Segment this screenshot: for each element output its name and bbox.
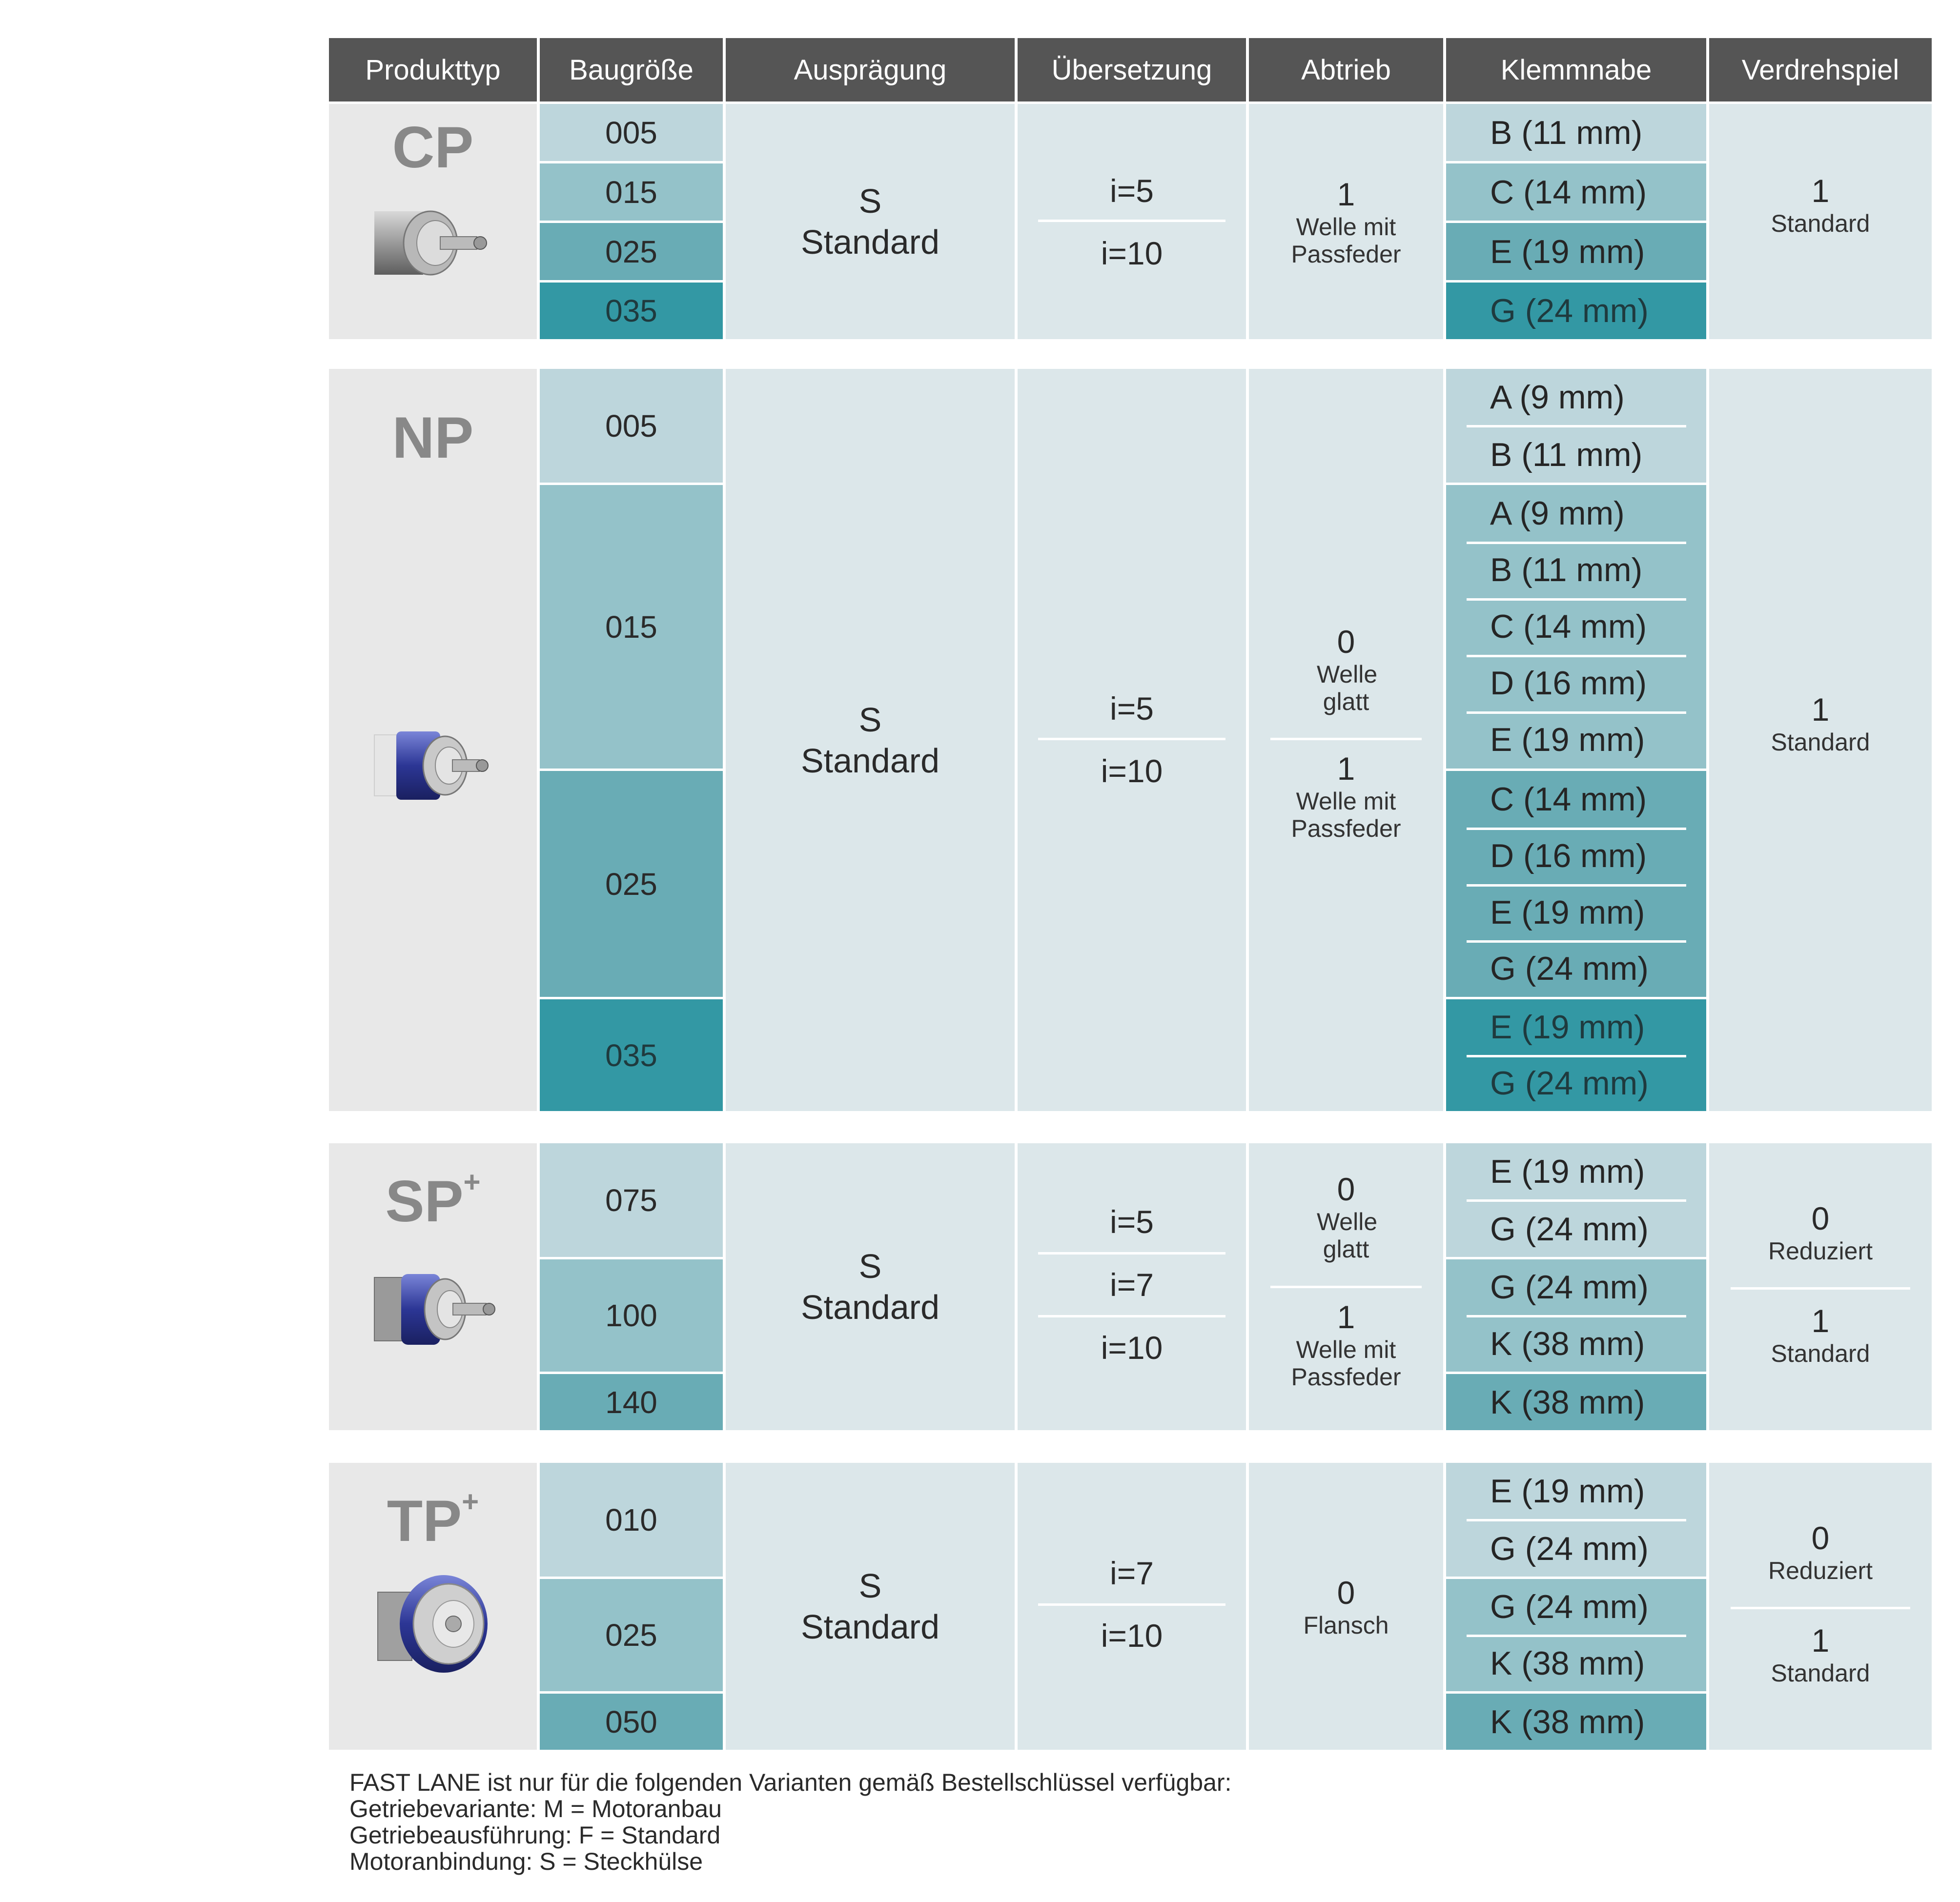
np-clamp-item: E (19 mm) xyxy=(1490,894,1645,931)
tp-clamp-group-025 xyxy=(1446,1579,1706,1691)
cp-size-015: 015 xyxy=(540,163,723,221)
sp-auspraegung-code: S xyxy=(858,1247,882,1285)
header-produkttyp: Produkttyp xyxy=(329,38,537,101)
sp-backlash-option-0 xyxy=(1709,1199,1932,1265)
np-ratio-divider xyxy=(1038,738,1225,740)
sp-clamp-item: G (24 mm) xyxy=(1490,1210,1649,1248)
sp-abtrieb-num-1: 1 xyxy=(1337,1299,1355,1335)
np-auspraegung-label: Standard xyxy=(800,741,940,780)
cp-product-cell xyxy=(329,104,537,339)
np-abtrieb-num-1: 1 xyxy=(1337,750,1355,787)
sp-abtrieb-option-0 xyxy=(1249,1170,1443,1263)
np-clamp-item: E (19 mm) xyxy=(1490,1009,1645,1046)
cp-backlash-num: 1 xyxy=(1811,173,1830,209)
np-clamp-item: D (16 mm) xyxy=(1490,665,1647,702)
sp-product-title: SP+ xyxy=(385,1166,481,1234)
tp-backlash-num-1: 1 xyxy=(1811,1622,1830,1659)
np-gearbox-image xyxy=(372,728,494,803)
sp-product-cell xyxy=(329,1143,537,1430)
cp-clamp-g: G (24 mm) xyxy=(1446,283,1706,339)
cp-abtrieb-cell xyxy=(1249,104,1443,339)
cp-ratio-5: i=5 xyxy=(1110,173,1154,209)
tp-backlash-option-1 xyxy=(1709,1621,1932,1687)
np-verdrehspiel-cell xyxy=(1709,369,1932,1111)
tp-ratio-7: i=7 xyxy=(1110,1555,1154,1591)
header-abtrieb: Abtrieb xyxy=(1249,38,1443,101)
tp-size-050: 050 xyxy=(540,1694,723,1750)
np-clamp-item: A (9 mm) xyxy=(1490,378,1625,416)
tp-backlash-label-1: Standard xyxy=(1771,1659,1870,1687)
np-clamp-item: E (19 mm) xyxy=(1490,721,1645,758)
tp-abtrieb-num: 0 xyxy=(1337,1575,1355,1611)
np-abtrieb-divider xyxy=(1270,738,1422,740)
cp-clamp-e: E (19 mm) xyxy=(1446,223,1706,280)
tp-auspraegung-label: Standard xyxy=(800,1608,940,1646)
footnote-line: Motoranbindung: S = Steckhülse xyxy=(349,1848,703,1875)
np-clamp-item: G (24 mm) xyxy=(1490,1065,1649,1102)
cp-abtrieb-label: Welle mit Passfeder xyxy=(1291,213,1401,268)
sp-ratio-7: i=7 xyxy=(1110,1267,1154,1303)
header-verdrehspiel: Verdrehspiel xyxy=(1709,38,1932,101)
tp-ratio-divider xyxy=(1038,1603,1225,1606)
tp-abtrieb-cell xyxy=(1249,1463,1443,1750)
sp-abtrieb-label-1: Welle mit Passfeder xyxy=(1291,1336,1401,1391)
np-abtrieb-option-0 xyxy=(1249,623,1443,715)
tp-clamp-item: G (24 mm) xyxy=(1490,1530,1649,1567)
sp-clamp-item: K (38 mm) xyxy=(1490,1325,1645,1362)
sp-ratio-divider xyxy=(1038,1315,1225,1317)
cp-abtrieb-num: 1 xyxy=(1337,176,1355,212)
np-clamp-group-025 xyxy=(1446,771,1706,997)
cp-verdrehspiel-cell xyxy=(1709,104,1932,339)
np-abtrieb-cell xyxy=(1249,369,1443,1111)
cp-size-035: 035 xyxy=(540,283,723,339)
sp-clamp-item: G (24 mm) xyxy=(1490,1269,1649,1306)
np-abtrieb-label-1: Welle mit Passfeder xyxy=(1291,788,1401,842)
sp-backlash-divider xyxy=(1731,1287,1910,1290)
np-product-cell xyxy=(329,369,537,1111)
tp-auspraegung-code: S xyxy=(858,1567,882,1605)
header-uebersetzung: Übersetzung xyxy=(1018,38,1246,101)
tp-backlash-label-0: Reduziert xyxy=(1768,1557,1873,1584)
sp-uebersetzung-cell xyxy=(1018,1143,1246,1430)
np-clamp-item: B (11 mm) xyxy=(1490,551,1643,588)
tp-clamp-item: E (19 mm) xyxy=(1490,1472,1645,1510)
sp-abtrieb-divider xyxy=(1270,1286,1422,1288)
cp-ratio-10: i=10 xyxy=(1101,235,1163,271)
cp-size-005: 005 xyxy=(540,104,723,161)
sp-backlash-option-1 xyxy=(1709,1302,1932,1367)
sp-gearbox-image xyxy=(372,1270,499,1348)
sp-ratio-5: i=5 xyxy=(1110,1204,1154,1240)
sp-clamp-group-100 xyxy=(1446,1259,1706,1372)
footnote-line: Getriebevariante: M = Motoranbau xyxy=(349,1795,722,1822)
np-ratio-5: i=5 xyxy=(1110,690,1154,727)
tp-backlash-option-0 xyxy=(1709,1519,1932,1584)
cp-product-title: CP xyxy=(392,115,474,180)
tp-product-cell xyxy=(329,1463,537,1750)
sp-size-140: 140 xyxy=(540,1374,723,1430)
np-size-015: 015 xyxy=(540,485,723,769)
sp-backlash-label-1: Standard xyxy=(1771,1340,1870,1367)
np-backlash-num: 1 xyxy=(1811,691,1830,728)
cp-auspraegung-code: S xyxy=(858,182,882,220)
sp-auspraegung-label: Standard xyxy=(800,1288,940,1326)
sp-abtrieb-cell xyxy=(1249,1143,1443,1430)
np-clamp-item: G (24 mm) xyxy=(1490,950,1649,987)
footnote xyxy=(349,1769,1231,1875)
np-uebersetzung-cell xyxy=(1018,369,1246,1111)
np-size-035: 035 xyxy=(540,999,723,1111)
header-auspraegung: Ausprägung xyxy=(726,38,1015,101)
tp-uebersetzung-cell xyxy=(1018,1463,1246,1750)
cp-auspraegung-label: Standard xyxy=(800,223,940,261)
sp-clamp-item: E (19 mm) xyxy=(1490,1153,1645,1190)
tp-clamp-k-050: K (38 mm) xyxy=(1446,1694,1706,1750)
np-clamp-item: C (14 mm) xyxy=(1490,608,1647,645)
cp-size-025: 025 xyxy=(540,223,723,280)
sp-size-100: 100 xyxy=(540,1259,723,1372)
np-size-005: 005 xyxy=(540,369,723,483)
tp-backlash-divider xyxy=(1731,1607,1910,1609)
tp-clamp-item: K (38 mm) xyxy=(1490,1645,1645,1682)
np-backlash-label: Standard xyxy=(1771,728,1870,756)
tp-backlash-num-0: 0 xyxy=(1811,1520,1830,1556)
sp-clamp-k-140: K (38 mm) xyxy=(1446,1374,1706,1430)
sp-ratio-divider xyxy=(1038,1252,1225,1255)
tp-size-010: 010 xyxy=(540,1463,723,1577)
footnote-line: FAST LANE ist nur für die folgenden Varianten gemäß Bestellschlüssel verfügbar: xyxy=(349,1769,1232,1796)
np-clamp-item: B (11 mm) xyxy=(1490,436,1643,473)
np-abtrieb-label-0: Welle glatt xyxy=(1317,661,1378,715)
header-baugroesse: Baugröße xyxy=(540,38,723,101)
tp-auspraegung-cell xyxy=(726,1463,1015,1750)
np-ratio-10: i=10 xyxy=(1101,753,1163,789)
np-clamp-item: A (9 mm) xyxy=(1490,495,1625,532)
np-size-025: 025 xyxy=(540,771,723,997)
np-product-title: NP xyxy=(392,405,474,470)
header-klemmnabe: Klemmnabe xyxy=(1446,38,1706,101)
tp-abtrieb-label: Flansch xyxy=(1303,1612,1389,1639)
np-clamp-group-015 xyxy=(1446,485,1706,769)
np-abtrieb-num-0: 0 xyxy=(1337,624,1355,660)
cp-gearbox-image xyxy=(372,202,494,284)
sp-backlash-num-1: 1 xyxy=(1811,1303,1830,1339)
sp-auspraegung-cell xyxy=(726,1143,1015,1430)
sp-ratio-10: i=10 xyxy=(1101,1330,1163,1366)
cp-clamp-c: C (14 mm) xyxy=(1446,163,1706,221)
sp-abtrieb-option-1 xyxy=(1249,1298,1443,1391)
cp-clamp-b: B (11 mm) xyxy=(1446,104,1706,161)
sp-size-075: 075 xyxy=(540,1143,723,1257)
cp-auspraegung-cell xyxy=(726,104,1015,339)
np-auspraegung-cell xyxy=(726,369,1015,1111)
sp-backlash-label-0: Reduziert xyxy=(1768,1237,1873,1265)
sp-abtrieb-num-0: 0 xyxy=(1337,1171,1355,1207)
np-abtrieb-option-1 xyxy=(1249,749,1443,842)
tp-size-025: 025 xyxy=(540,1579,723,1691)
tp-product-title: TP+ xyxy=(387,1485,479,1554)
tp-gearbox-image xyxy=(375,1573,492,1675)
sp-backlash-num-0: 0 xyxy=(1811,1200,1830,1236)
sp-abtrieb-label-0: Welle glatt xyxy=(1317,1208,1378,1263)
np-clamp-group-005 xyxy=(1446,369,1706,483)
np-clamp-group-035 xyxy=(1446,999,1706,1111)
cp-uebersetzung-cell xyxy=(1018,104,1246,339)
cp-backlash-label: Standard xyxy=(1771,210,1870,237)
np-clamp-item: C (14 mm) xyxy=(1490,781,1647,818)
np-clamp-item: D (16 mm) xyxy=(1490,837,1647,874)
np-auspraegung-code: S xyxy=(858,700,882,739)
cp-ratio-divider xyxy=(1038,220,1225,222)
footnote-line: Getriebeausführung: F = Standard xyxy=(349,1821,721,1849)
tp-clamp-group-010 xyxy=(1446,1463,1706,1577)
tp-clamp-item: G (24 mm) xyxy=(1490,1588,1649,1625)
tp-ratio-10: i=10 xyxy=(1101,1618,1163,1654)
sp-verdrehspiel-cell xyxy=(1709,1143,1932,1430)
tp-verdrehspiel-cell xyxy=(1709,1463,1932,1750)
sp-clamp-group-075 xyxy=(1446,1143,1706,1257)
